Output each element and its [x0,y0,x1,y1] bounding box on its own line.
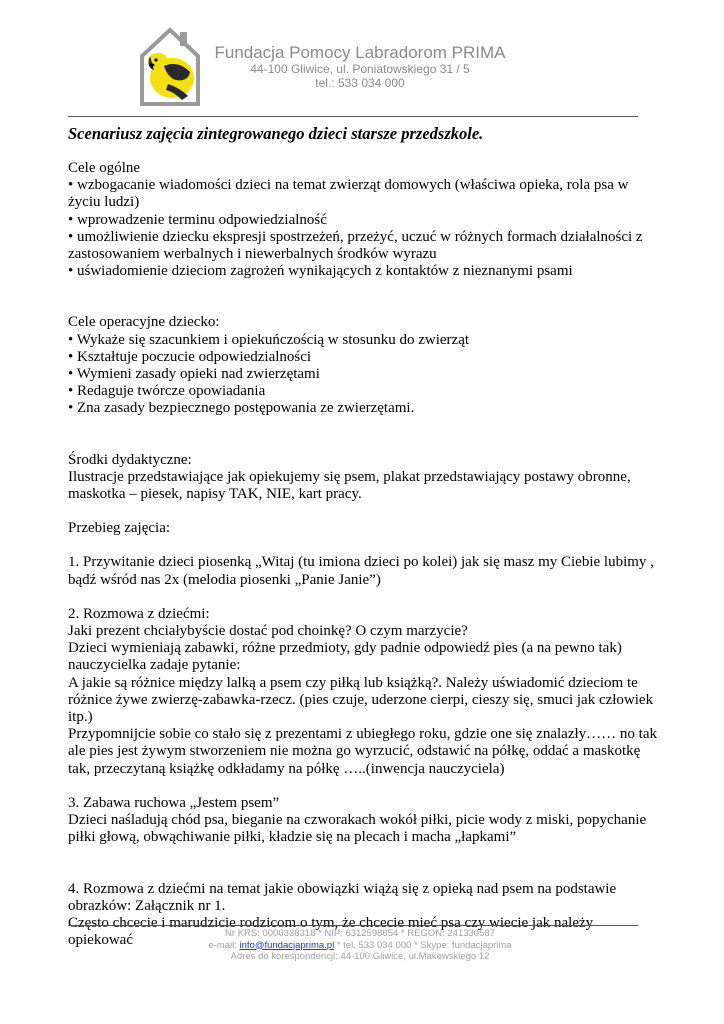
footer [130,928,590,963]
list-item: • Wykaże się szacunkiem i opiekuńczością w stosunku do zwierząt [68,331,470,348]
header-divider [68,116,638,117]
footer-contact [130,940,590,952]
foundation-logo [138,26,202,106]
footer-registration: Nr KRS: 0000338318 * NIP: 6312598654 * REGON: 241330587 [225,928,495,939]
document-body [68,160,658,949]
email-link[interactable]: info@fundacjaprima.pl [239,939,335,951]
footer-email-prefix: e-mail: [208,939,240,951]
step-2-heading: 2. Rozmowa z dziećmi: [68,605,210,622]
srodki-text: Ilustracje przedstawiające jak opiekujemy się psem, plakat przedstawiający postawy obronne, maskotka – piesek, napisy TAK, NIE, kart pracy. [68,468,631,503]
step-4-heading: 4. Rozmowa z dziećmi na temat jakie obowiązki wiążą się z opieką nad psem na podstawie obrazków: Załącznik nr 1. [68,880,617,914]
step-3-heading: 3. Zabawa ruchowa „Jestem psem” [68,794,280,811]
org-name: Fundacja Pomocy Labradorom PRIMA [214,43,506,62]
footer-contact-rest: * tel. 533 034 000 * Skype: fundacjaprima [334,939,512,951]
paragraph: Dzieci naśladują chód psa, bieganie na czworakach wokół piłki, picie wody z miski, popychanie piłki głową, obwąchiwanie piłki, kładzie się na plecach i macha „łapkami” [68,812,647,846]
srodki-heading: Środki dydaktyczne: [68,451,192,468]
list-item: • umożliwienie dziecku ekspresji spostrzeżeń, przeżyć, uczuć w różnych formach działalności z zastosowaniem werbalnych i niewerbalnych środków wyrazu [68,228,643,263]
footer-mailing-address: Adres do korespondencji: 44-100 Gliwice, ul.Makowskiego 12 [230,951,490,962]
cele-operacyjne-heading: Cele operacyjne dziecko: [68,314,220,331]
org-address: 44-100 Gliwice, ul. Poniatowskiego 31 / 5 [250,62,470,76]
list-item: • Kształtuje poczucie odpowiedzialności [68,348,312,365]
org-phone: tel.: 533 034 000 [315,76,405,90]
paragraph: Często chcecie i marudzicie rodzicom o tym, że chcecie mieć psa czy wiecie jak należy opiekować [68,914,594,949]
footer-divider [68,925,638,926]
header-block [200,44,520,90]
list-item: • Zna zasady bezpiecznego postępowania ze zwierzętami. [68,400,415,417]
document-title: Scenariusz zajęcia zintegrowanego dzieci starsze przedszkole. [68,124,484,143]
cele-ogolne-heading: Cele ogólne [68,160,141,176]
list-item: • Wymieni zasady opieki nad zwierzętami [68,366,320,383]
list-item: • Redaguje twórcze opowiadania [68,383,266,400]
list-item: • uświadomienie dzieciom zagrożeń wynikających z kontaktów z nieznanymi psami [68,263,573,280]
step-1: 1. Przywitanie dzieci piosenką „Witaj (tu imiona dzieci po kolei) jak się masz my Ciebie lubimy , bądź wśród nas 2x (melodia piosenki „Panie Janie”) [68,554,654,588]
house-dog-icon [138,26,202,106]
przebieg-heading: Przebieg zajęcia: [68,520,171,537]
list-item: • wprowadzenie terminu odpowiedzialność [68,211,327,228]
paragraph: Dzieci wymieniają zabawki, różne przedmioty, gdy padnie odpowiedź pies (a na pewno tak) nauczycielka zadaje pytanie: [68,640,622,674]
paragraph: Przypomnijcie sobie co stało się z prezentami z ubiegłego roku, gdzie one się znalazły…… no tak ale pies jest żywym stworzeniem nie można go wyrzucić, odstawić na półkę, oddać a maskotkę tak, przeczytaną książkę odkładamy na półkę …..(inwencja nauczyciela) [68,726,657,777]
paragraph: Jaki prezent chciałybyście dostać pod choinkę? O czym marzycie? [68,623,468,640]
list-item: • wzbogacanie wiadomości dzieci na temat zwierząt domowych (właściwa opieka, rola psa w życiu ludzi) [68,177,629,211]
paragraph: A jakie są różnice między lalką a psem czy piłką lub książką?. Należy uświadomić dzieciom te różnice żywe zwierzę-zabawka-rzecz. (pies czuje, uderzone cierpi, cieszy się, smuci jak człowiek itp.) [68,674,654,726]
